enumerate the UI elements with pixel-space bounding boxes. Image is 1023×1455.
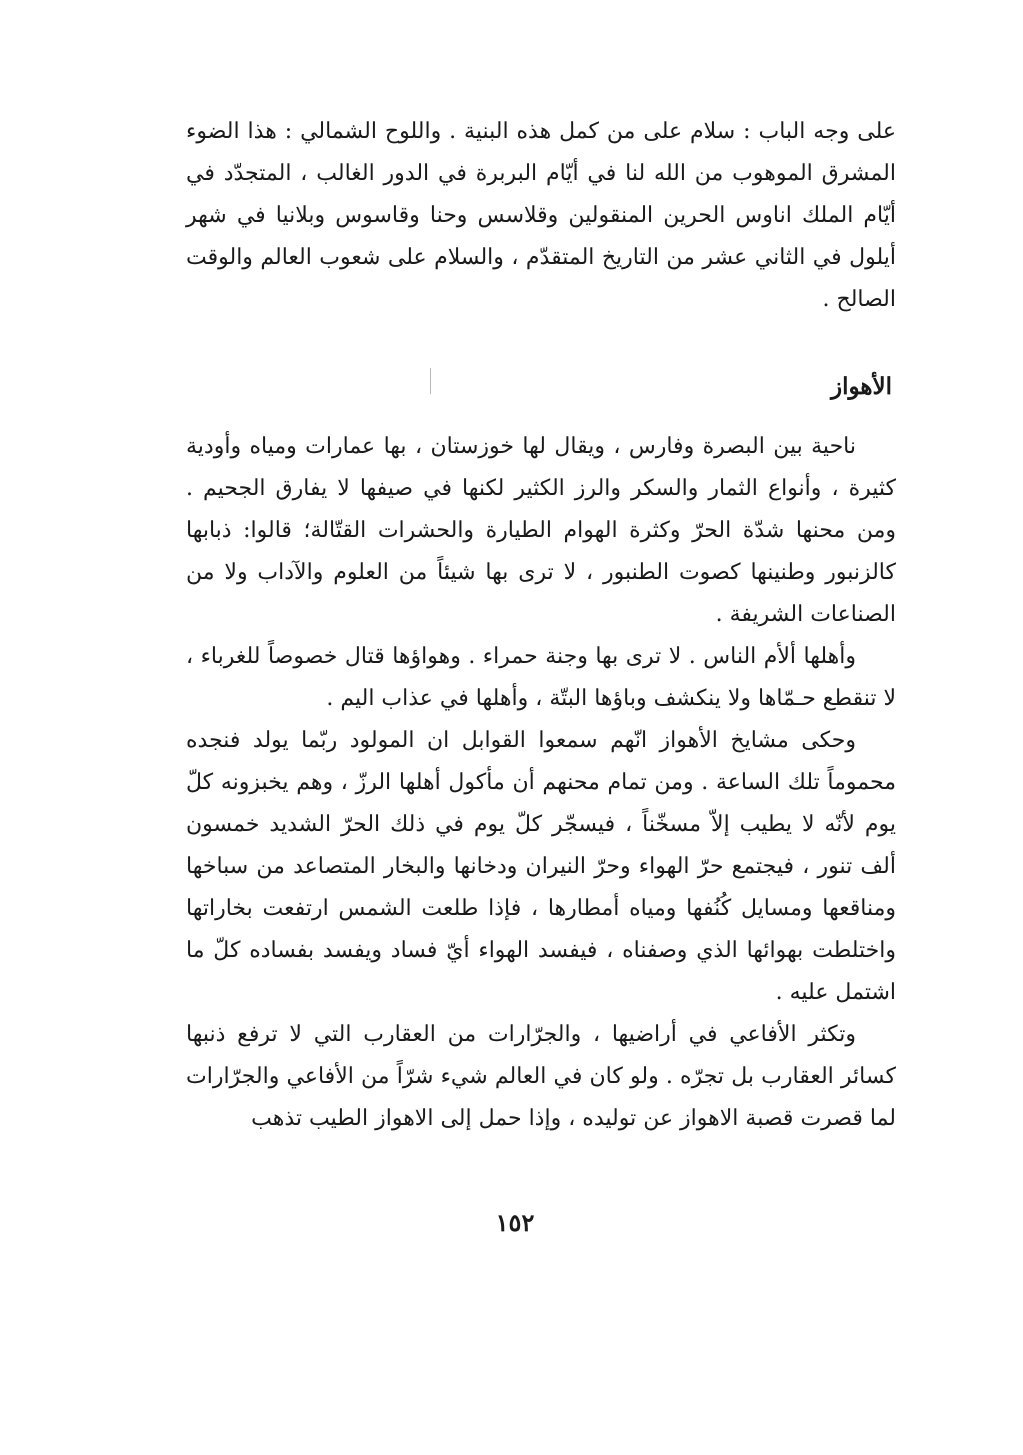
- paragraph-climate: وحكى مشايخ الأهواز انّهم سمعوا القوابل ان المولود ربّما يولد فنجده محموماً تلك الساعة . ومن تمام محنهم أن مأكول أهلها الرزّ ، وهم يخبزونه كلّ يوم لأنّه لا يطيب إلاّ مسخّناً ، فيسجّر كلّ يوم في ذلك الحرّ الشديد خمسون ألف تنور ، فيجتمع حرّ الهواء وحرّ النيران ودخانها والبخار المتصاعد من سباخها ومناقعها ومسايل كُنُفها ومياه أمطارها ، فإذا طلعت الشمس ارتفعت بخاراتها واختلطت بهوائها الذي وصفناه ، فيفسد الهواء أيّ فساد ويفسد بفساده كلّ ما اشتمل عليه .: [186, 728, 896, 1005]
- intro-paragraph: على وجه الباب : سلام على من كمل هذه البنية . واللوح الشمالي : هذا الضوء المشرق الموهوب من الله لنا في أيّام البربرة في الدور الغالب ، المتجدّد في أيّام الملك اناوس الحرين المنقولين وقلاسس وحنا وقاسوس وبلانيا في شهر أيلول في الثاني عشر من التاريخ المتقدّم ، والسلام على شعوب العالم والوقت الصالح .: [186, 119, 896, 312]
- paragraph-people: وأهلها ألأم الناس . لا ترى بها وجنة حمراء . وهواؤها قتال خصوصاً للغرباء ، لا تنقطع حـمّاها ولا ينكشف وباؤها البتّة ، وأهلها في عذاب اليم .: [186, 644, 896, 711]
- paragraph-description: ناحية بين البصرة وفارس ، ويقال لها خوزستان ، بها عمارات ومياه وأودية كثيرة ، وأنواع الثمار والسكر والرز الكثير لكنها في صيفها لا يفارق الجحيم . ومن محنها شدّة الحرّ وكثرة الهوام الطيارة والحشرات القتّالة؛ قالوا: ذبابها كالزنبور وطنينها كصوت الطنبور ، لا ترى بها شيئاً من العلوم والآداب ولا من الصناعات الشريفة .: [186, 434, 896, 627]
- section-body: [186, 426, 896, 1140]
- paragraph-vipers: وتكثر الأفاعي في أراضيها ، والجرّارات من العقارب التي لا ترفع ذنبها كسائر العقارب بل تجرّه . ولو كان في العالم شيء شرّاً من الأفاعي والجرّارات لما قصرت قصبة الاهواز عن توليده ، وإذا حمل إلى الاهواز الطيب تذهب: [186, 1022, 896, 1131]
- intro-paragraph-block: [186, 111, 896, 321]
- scan-artifact-line: [430, 368, 431, 394]
- section-heading: الأهواز: [830, 373, 892, 400]
- page-number: ١٥٢: [495, 1208, 535, 1237]
